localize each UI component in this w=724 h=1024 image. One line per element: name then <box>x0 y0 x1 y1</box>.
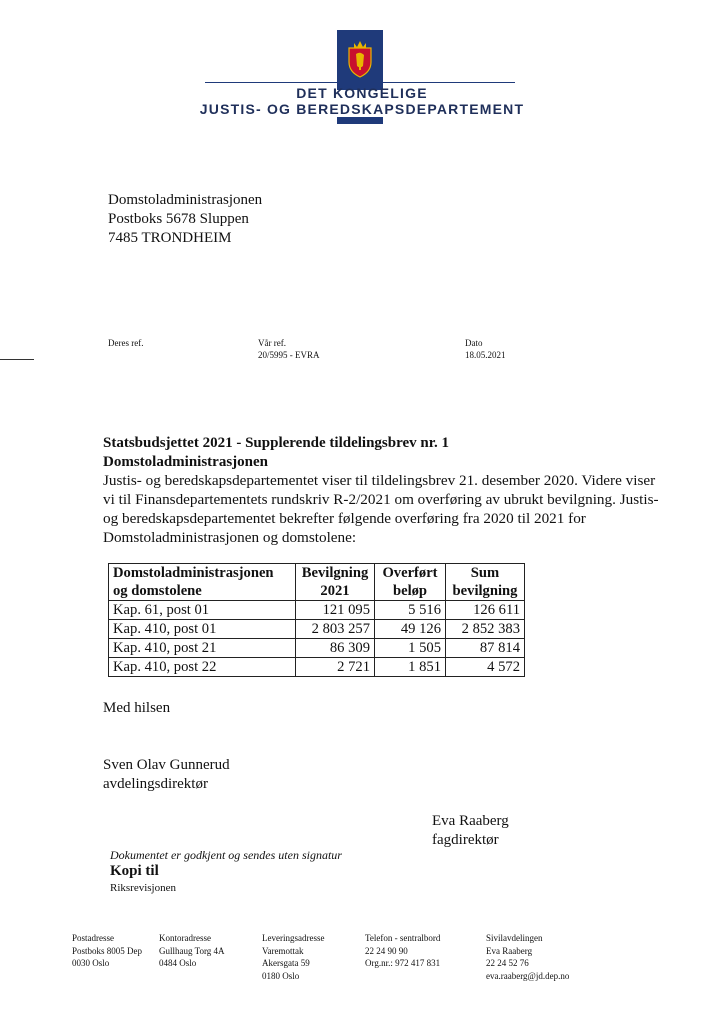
footer-kontoradresse-label: Kontoradresse <box>159 933 211 943</box>
footer-telefon <box>365 932 440 970</box>
ref-var <box>258 337 320 361</box>
row-label: Kap. 410, post 21 <box>109 639 296 658</box>
row-label: Kap. 410, post 01 <box>109 620 296 639</box>
closing-greeting: Med hilsen <box>103 700 171 716</box>
header-overfort <box>375 564 446 601</box>
copy-to-recipient: Riksrevisjonen <box>110 882 176 894</box>
ref-deres <box>108 337 143 349</box>
footer-sivilavdelingen-email[interactable]: eva.raaberg@jd.dep.no <box>486 970 570 981</box>
header-sum-line1: Sum <box>470 565 500 581</box>
signer-secondary <box>432 812 509 850</box>
footer-postadresse-line2: 0030 Oslo <box>72 958 110 968</box>
table-row <box>109 639 525 658</box>
allocation-table <box>108 563 525 677</box>
header-entity-line1: Domstoladministrasjonen <box>113 565 274 581</box>
copy-to-heading: Kopi til <box>110 863 159 879</box>
department-name-line2: JUSTIS- OG BEREDSKAPSDEPARTEMENT <box>199 101 525 117</box>
row-sum: 4 572 <box>446 658 525 677</box>
coat-of-arms-icon <box>345 38 375 78</box>
table-row <box>109 620 525 639</box>
ref-date-label: Dato <box>465 338 483 348</box>
row-sum: 126 611 <box>446 601 525 620</box>
row-sum: 2 852 383 <box>446 620 525 639</box>
row-overfort: 5 516 <box>375 601 446 620</box>
header-entity-line2: og domstolene <box>113 583 202 599</box>
footer-telefon-line1: 22 24 90 90 <box>365 945 408 956</box>
row-overfort: 1 505 <box>375 639 446 658</box>
ref-deres-label: Deres ref. <box>108 338 144 348</box>
recipient-street: Postboks 5678 Sluppen <box>108 211 249 227</box>
recipient-postal: 7485 TRONDHEIM <box>108 230 232 246</box>
table-row <box>109 658 525 677</box>
ref-var-value: 20/5995 - EVRA <box>258 350 320 360</box>
header-bevilgning <box>296 564 375 601</box>
footer-telefon-label: Telefon - sentralbord <box>365 933 441 943</box>
subject-line2: Domstoladministrasjonen <box>103 454 269 470</box>
signer-primary-name: Sven Olav Gunnerud <box>103 757 230 773</box>
footer-postadresse-label: Postadresse <box>72 933 114 943</box>
footer-sivilavdelingen-line2: 22 24 52 76 <box>486 958 529 968</box>
recipient-address <box>108 191 262 248</box>
footer-kontoradresse <box>159 932 225 970</box>
ref-date-value: 18.05.2021 <box>465 350 506 360</box>
table-row <box>109 601 525 620</box>
recipient-name: Domstoladministrasjonen <box>108 192 263 208</box>
letterhead-bar <box>337 117 383 124</box>
header-bevilgning-line2: 2021 <box>320 583 350 599</box>
header-sum <box>446 564 525 601</box>
department-name-line1: DET KONGELIGE <box>296 85 428 101</box>
footer-sivilavdelingen-line1: Eva Raaberg <box>486 945 533 956</box>
subject-line1: Statsbudsjettet 2021 - Supplerende tildelingsbrev nr. 1 <box>103 435 450 451</box>
body-paragraph: Justis- og beredskapsdepartementet viser til tildelingsbrev 21. desember 2020. Videre viser vi til Finansdepartementets rundskriv R-2/2021 om overføring av ubrukt bevilgning. Justis- og beredskapsdepartementet bekrefter følgende overføring fra 2020 til 2021 for Domstoladministrasjonen og domstolene: <box>103 472 659 546</box>
row-bevilgning: 86 309 <box>296 639 375 658</box>
footer-sivilavdelingen-label: Sivilavdelingen <box>486 933 543 943</box>
subject <box>103 434 449 472</box>
ref-var-label: Vår ref. <box>258 338 286 348</box>
row-overfort: 49 126 <box>375 620 446 639</box>
footer-postadresse-line1: Postboks 8005 Dep <box>72 945 143 956</box>
footer-leveringsadresse-line3: 0180 Oslo <box>262 970 300 981</box>
header-entity <box>109 564 296 601</box>
signer-secondary-title: fagdirektør <box>432 832 499 848</box>
signer-secondary-name: Eva Raaberg <box>432 813 509 829</box>
row-sum: 87 814 <box>446 639 525 658</box>
header-overfort-line1: Overført <box>382 565 438 581</box>
table-header-row <box>109 564 525 601</box>
footer-sivilavdelingen <box>486 932 569 982</box>
header-sum-line2: bevilgning <box>452 583 518 599</box>
footer-leveringsadresse-line1: Varemottak <box>262 945 304 956</box>
footer-kontoradresse-line1: Gullhaug Torg 4A <box>159 945 225 956</box>
row-bevilgning: 2 803 257 <box>296 620 375 639</box>
row-bevilgning: 121 095 <box>296 601 375 620</box>
header-overfort-line2: beløp <box>392 583 428 599</box>
footer-leveringsadresse <box>262 932 324 982</box>
signer-primary-title: avdelingsdirektør <box>103 776 208 792</box>
footer-telefon-line2: Org.nr.: 972 417 831 <box>365 958 441 968</box>
footer-leveringsadresse-line2: Akersgata 59 <box>262 958 310 968</box>
signature-note: Dokumentet er godkjent og sendes uten signatur <box>110 848 342 862</box>
row-overfort: 1 851 <box>375 658 446 677</box>
header-bevilgning-line1: Bevilgning <box>301 565 369 581</box>
signer-primary <box>103 756 230 794</box>
row-label: Kap. 61, post 01 <box>109 601 296 620</box>
footer-leveringsadresse-label: Leveringsadresse <box>262 933 325 943</box>
footer-postadresse <box>72 932 142 970</box>
fold-mark <box>0 359 34 360</box>
footer-kontoradresse-line2: 0484 Oslo <box>159 958 197 968</box>
row-label: Kap. 410, post 22 <box>109 658 296 677</box>
row-bevilgning: 2 721 <box>296 658 375 677</box>
ref-date <box>465 337 506 361</box>
